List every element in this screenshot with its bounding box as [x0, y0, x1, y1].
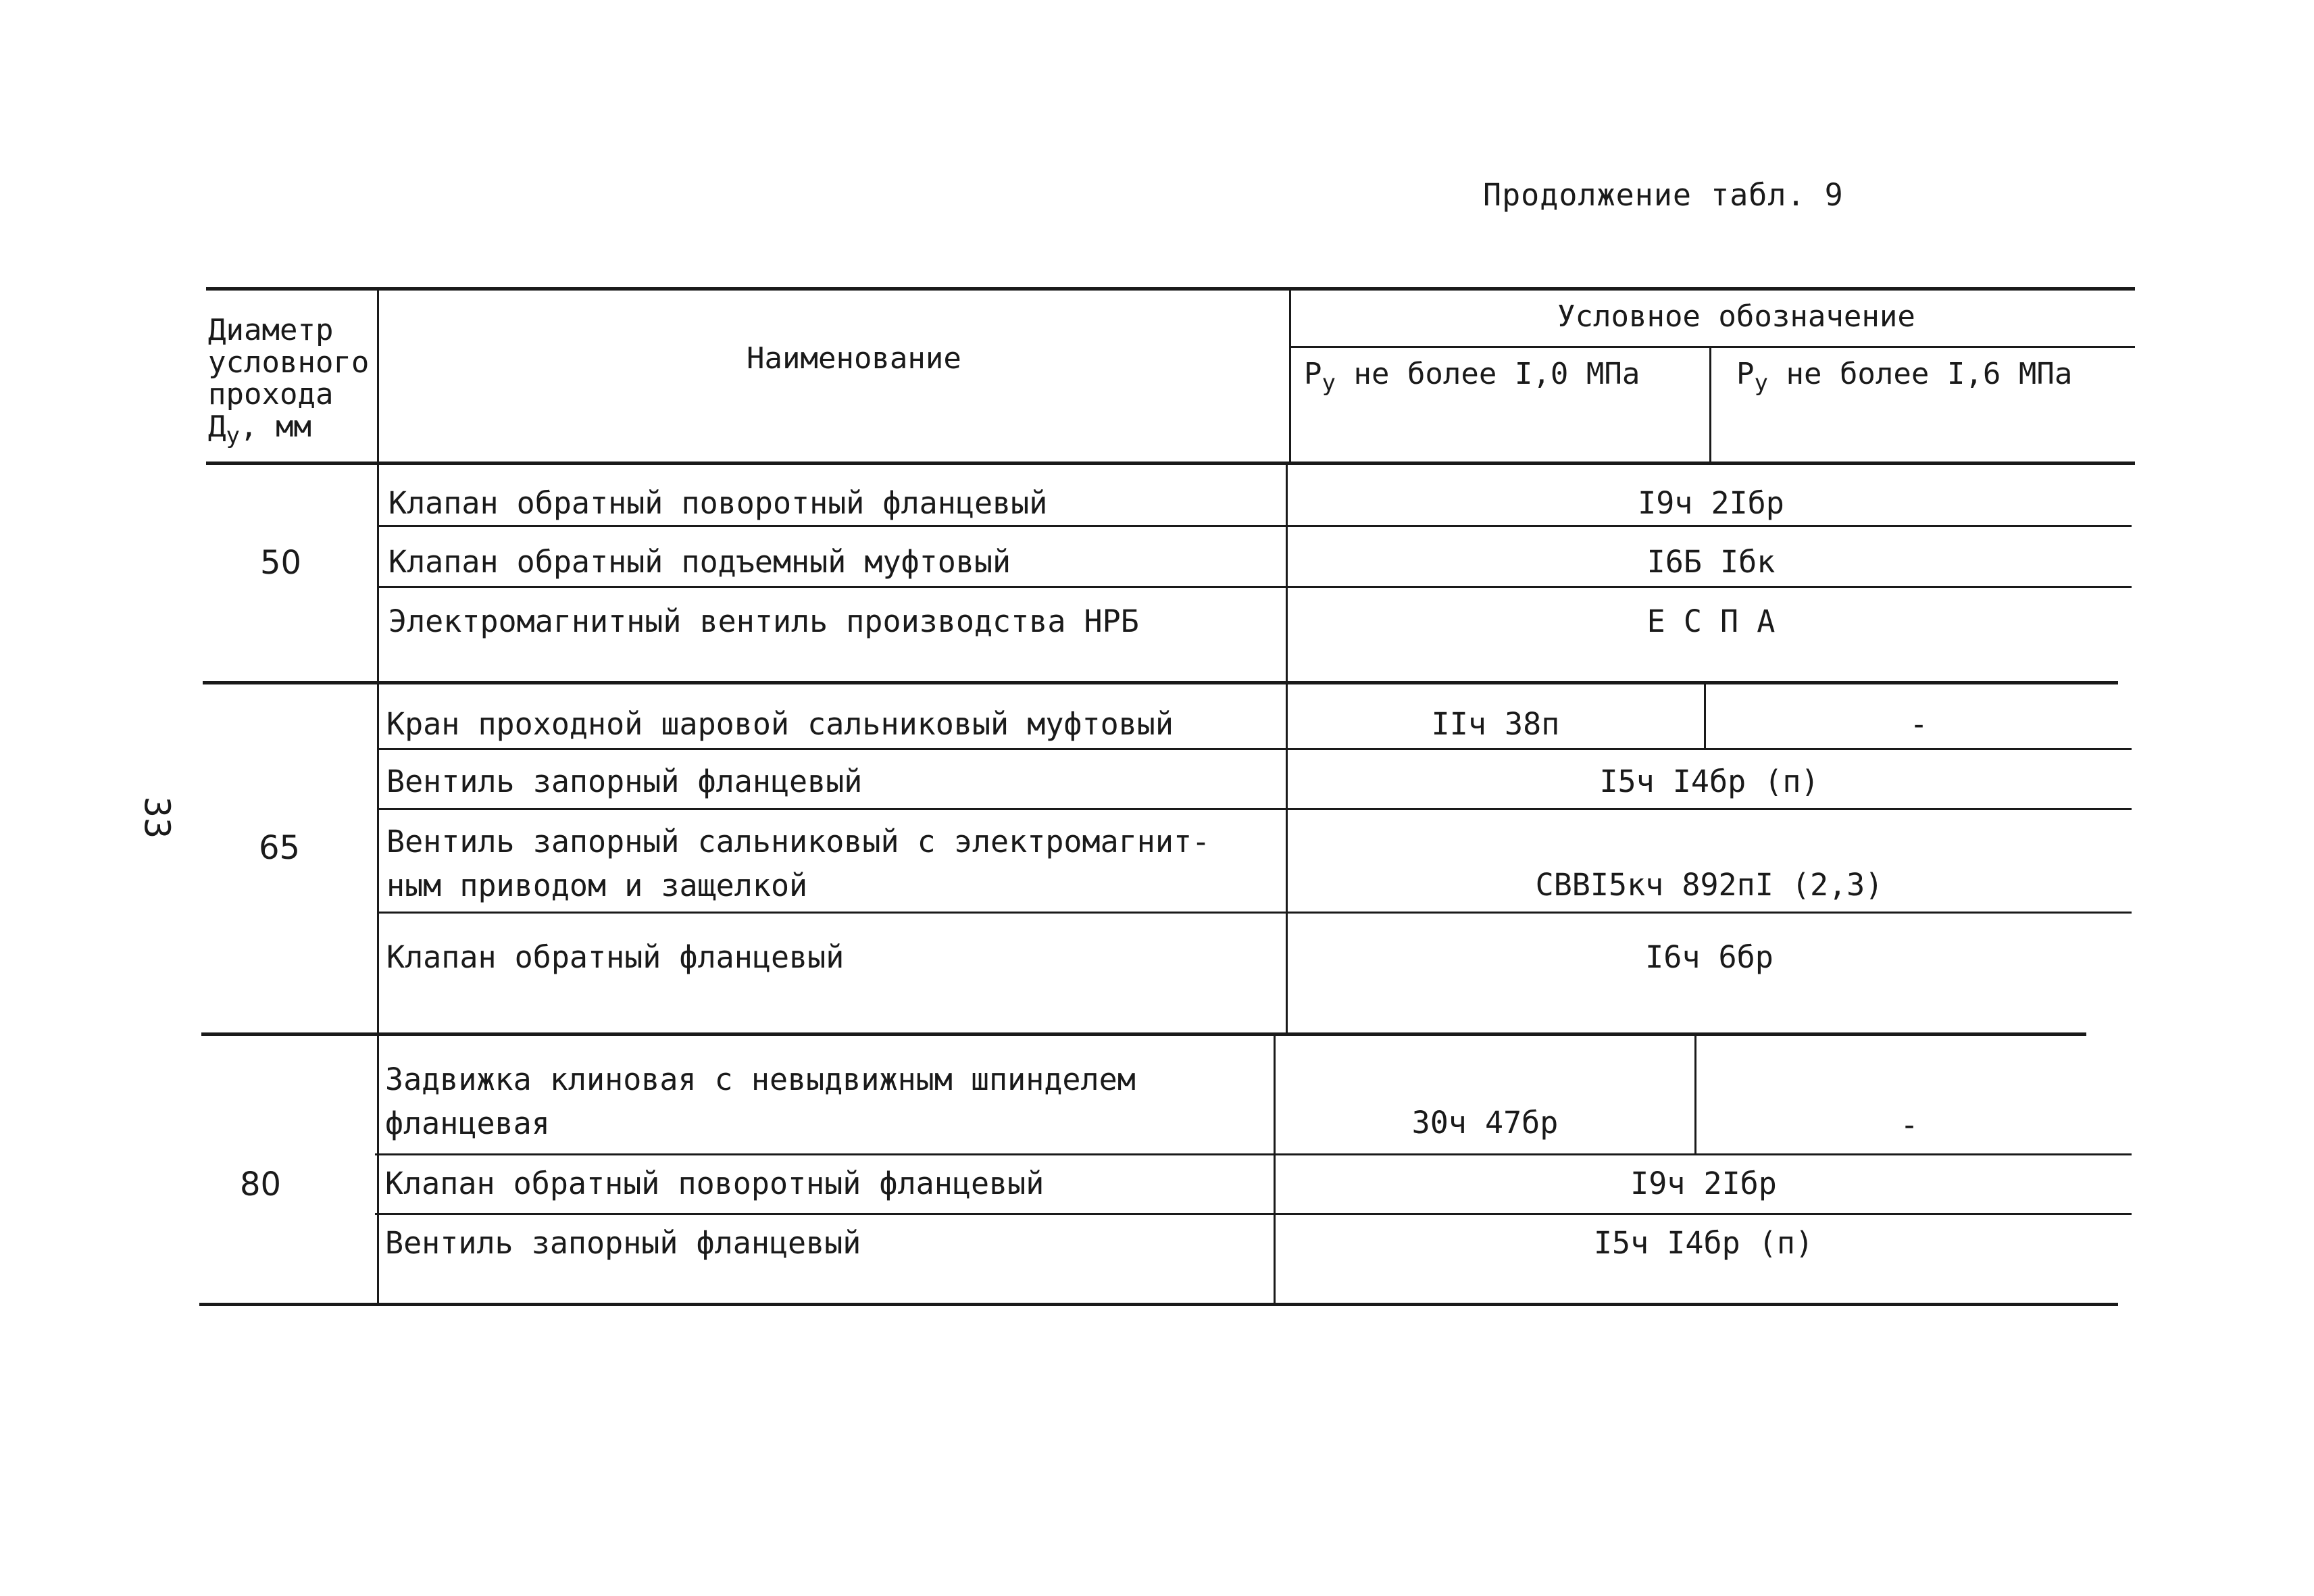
item-name: Клапан обратный подъемный муфтовый: [388, 544, 1011, 580]
item-code: 30ч 47бр: [1411, 1105, 1559, 1141]
item-name-line: Задвижка клиновая с невыдвижным шпинделем: [385, 1062, 1136, 1097]
item-name: Клапан обратный поворотный фланцевый: [385, 1166, 1045, 1201]
item-code: I5ч I4бр (п): [1593, 1225, 1814, 1261]
diameter-value: 80: [240, 1166, 282, 1203]
page-number: 33: [136, 796, 177, 839]
item-name-line: фланцевая: [385, 1105, 550, 1142]
item-name: Клапан обратный фланцевый: [386, 939, 845, 975]
row-rule: [378, 748, 2132, 750]
header-diameter-symbol: Д: [208, 409, 226, 444]
item-code: I9ч 2Iбр: [1630, 1166, 1777, 1201]
item-name: [386, 820, 1210, 908]
header-designation: Условное обозначение: [1557, 299, 1915, 334]
item-code: I5ч I4бр (п): [1599, 764, 1819, 799]
item-code: I6Б Iбк: [1646, 544, 1776, 580]
header-name: Наименование: [747, 341, 961, 376]
row-rule: [378, 808, 2132, 810]
header-diameter-line: прохода: [208, 377, 334, 412]
row-rule: [378, 525, 2132, 527]
header-diameter-unit: , мм: [239, 409, 311, 444]
pressure-subscript: у: [1322, 370, 1336, 397]
item-name: Электромагнитный вентиль производства НРБ: [388, 603, 1139, 639]
item-name: Вентиль запорный фланцевый: [386, 764, 863, 799]
table-top-rule: [206, 287, 2135, 291]
header-pressure-1-0: [1304, 357, 1640, 397]
group-rule: [203, 681, 2118, 684]
pressure-symbol: Р: [1304, 357, 1322, 391]
subheader-divider: [1709, 347, 1711, 464]
header-bottom-rule: [206, 462, 2135, 465]
pressure-subscript: у: [1754, 370, 1768, 397]
pressure-text: не более I,6 МПа: [1767, 357, 2073, 391]
table-bottom-rule: [199, 1303, 2118, 1306]
item-code: IIч 38п: [1431, 706, 1560, 742]
row-rule: [375, 1213, 2132, 1215]
item-code: СВВI5кч 892пI (2,3): [1535, 867, 1884, 903]
pressure-symbol: Р: [1736, 357, 1755, 391]
pressure-text: не более I,0 МПа: [1335, 357, 1640, 391]
item-name: Клапан обратный поворотный фланцевый: [388, 485, 1048, 521]
item-name: Кран проходной шаровой сальниковый муфтовый: [386, 706, 1174, 742]
group-rule: [201, 1032, 2086, 1036]
item-name-line: ным приводом и защелкой: [386, 868, 808, 904]
header-diameter-line: [208, 411, 369, 449]
table-caption: Продолжение табл. 9: [1483, 177, 1844, 213]
header-diameter-line: Диаметр: [208, 313, 334, 347]
header-diameter-line: условного: [208, 345, 370, 380]
diameter-value: 65: [259, 829, 301, 867]
header-diameter-subscript: у: [226, 422, 240, 449]
row-rule: [378, 912, 2132, 914]
row-rule: [375, 1153, 2132, 1155]
item-code-dash: -: [1909, 706, 1928, 742]
header-pressure-1-6: [1736, 357, 2072, 397]
header-diameter: [208, 314, 369, 448]
col1-divider: [377, 287, 379, 1306]
item-name-line: Вентиль запорный сальниковый с электромагнит-: [386, 824, 1211, 859]
col2-divider: [1289, 287, 1291, 465]
item-code: I9ч 2Iбр: [1638, 485, 1784, 521]
subheader-rule: [1290, 346, 2135, 348]
item-code: I6ч 6бр: [1645, 939, 1774, 975]
item-name: Вентиль запорный фланцевый: [385, 1225, 861, 1261]
item-code: Е С П А: [1646, 603, 1776, 639]
item-name: [385, 1057, 1136, 1146]
diameter-value: 50: [260, 544, 302, 582]
row-rule: [378, 586, 2132, 588]
item-code-dash: -: [1900, 1107, 1919, 1143]
